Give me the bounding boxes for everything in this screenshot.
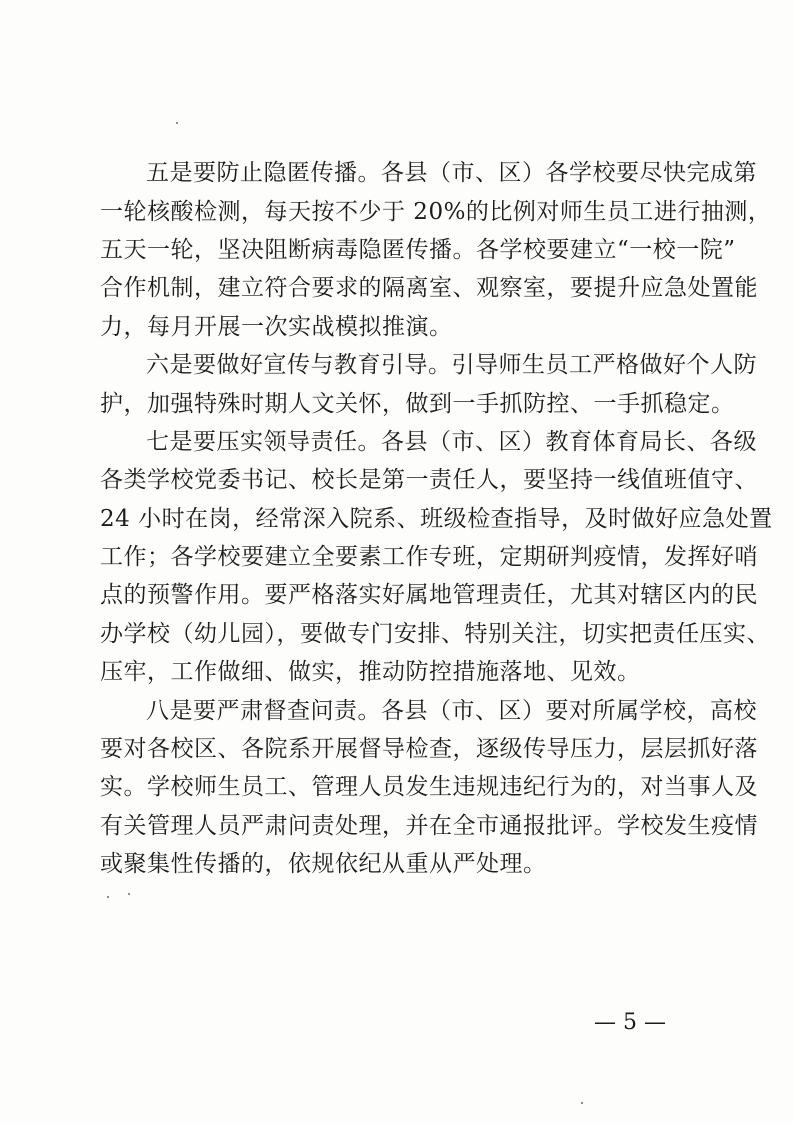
paragraph-5-line-1: 五是要防止隐匿传播。各县（市、区）各学校要尽快完成第 bbox=[146, 160, 757, 186]
paragraph-5-line-3: 五天一轮，坚决阻断病毒隐匿传播。各学校要建立“一校一院” bbox=[100, 237, 736, 263]
paragraph-8-line-3: 实。学校师生员工、管理人员发生违规违纪行为的，对当事人及 bbox=[100, 774, 758, 800]
page-number: — 5 — bbox=[594, 1010, 666, 1035]
paragraph-7-line-4: 工作；各学校要建立全要素工作专班，定期研判疫情，发挥好哨 bbox=[100, 544, 758, 570]
paragraph-7-line-3: 24 小时在岗，经常深入院系、班级检查指导，及时做好应急处置 bbox=[100, 506, 773, 532]
paragraph-5-line-5: 力，每月开展一次实战模拟推演。 bbox=[100, 314, 453, 340]
scan-speck bbox=[176, 122, 178, 124]
paragraph-5-line-2: 一轮核酸检测，每天按不少于 20%的比例对师生员工进行抽测， bbox=[100, 199, 772, 225]
paragraph-7-line-7: 压牢，工作做细、做实，推动防控措施落地、见效。 bbox=[100, 659, 641, 685]
paragraph-7-line-1: 七是要压实领导责任。各县（市、区）教育体育局长、各级 bbox=[146, 429, 757, 455]
paragraph-7-line-2: 各类学校党委书记、校长是第一责任人，要坚持一线值班值守、 bbox=[100, 467, 758, 493]
paragraph-8-line-1: 八是要严肃督查问责。各县（市、区）要对所属学校，高校 bbox=[146, 698, 757, 724]
paragraph-7-line-6: 办学校（幼儿园），要做专门安排、特别关注，切实把责任压实、 bbox=[100, 621, 770, 647]
scan-speck bbox=[107, 896, 109, 898]
paragraph-5-line-4: 合作机制，建立符合要求的隔离室、观察室，要提升应急处置能 bbox=[100, 275, 758, 301]
paragraph-8-line-5: 或聚集性传播的，依规依纪从重从严处理。 bbox=[100, 851, 547, 877]
paragraph-8-line-4: 有关管理人员严肃问责处理，并在全市通报批评。学校发生疫情 bbox=[100, 813, 758, 839]
paragraph-7-line-5: 点的预警作用。要严格落实好属地管理责任，尤其对辖区内的民 bbox=[100, 582, 758, 608]
paragraph-6-line-2: 护，加强特殊时期人文关怀，做到一手抓防控、一手抓稳定。 bbox=[100, 391, 735, 417]
scan-speck bbox=[128, 893, 130, 895]
scan-speck bbox=[581, 1102, 583, 1104]
paragraph-6-line-1: 六是要做好宣传与教育引导。引导师生员工严格做好个人防 bbox=[146, 352, 757, 378]
paragraph-8-line-2: 要对各校区、各院系开展督导检查，逐级传导压力，层层抓好落 bbox=[100, 736, 758, 762]
